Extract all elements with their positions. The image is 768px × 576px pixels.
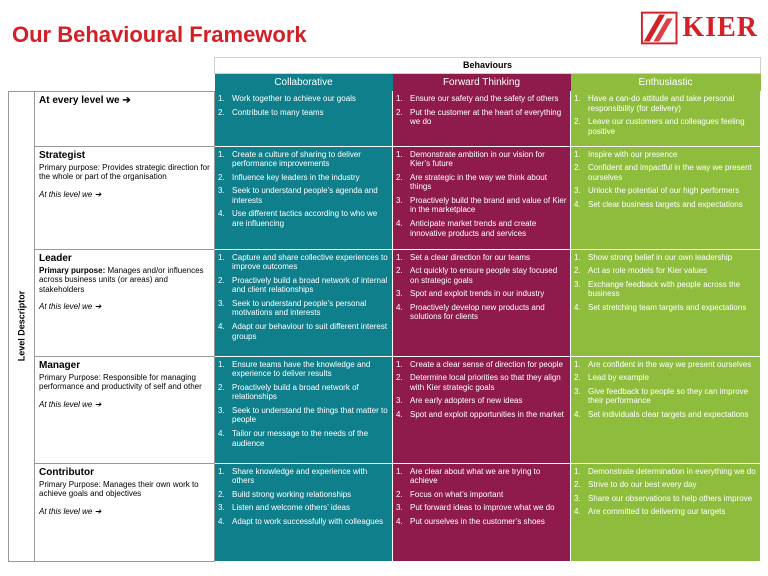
behaviour-item [218, 360, 389, 379]
behaviour-cell-enthusiastic [571, 146, 761, 249]
level-descriptor-cell [35, 91, 215, 146]
behaviour-list [396, 360, 567, 420]
item-text: Proactively build the brand and value of Kier in the marketplace [410, 195, 567, 215]
item-number: 3. [218, 298, 225, 308]
item-number: 1. [396, 466, 403, 476]
item-text: Proactively develop new products and solutions for clients [410, 302, 545, 322]
level-descriptor-label [9, 91, 35, 561]
item-text: Lead by example [588, 373, 649, 383]
behaviour-list [218, 360, 389, 449]
behaviour-item [218, 299, 389, 318]
item-text: Set clear business targets and expectations [588, 199, 743, 209]
behavioural-framework-table [8, 57, 761, 562]
behaviour-item [574, 480, 757, 490]
behaviour-cell-forward-thinking [393, 249, 571, 356]
level-descriptor-cell [35, 249, 215, 356]
item-number: 1. [396, 94, 403, 103]
behaviour-item [218, 150, 389, 169]
item-number: 2. [396, 373, 403, 383]
item-text: Determine local priorities so that they align with Kier strategic goals [410, 373, 561, 392]
item-text: Give feedback to people so they can improve their performance [588, 386, 749, 406]
item-number: 4. [396, 302, 403, 312]
level-name: At every level we ➔ [39, 94, 131, 106]
level-purpose [39, 163, 211, 182]
item-number: 4. [218, 209, 225, 219]
level-descriptor-cell [35, 463, 215, 561]
item-number: 2. [396, 107, 403, 117]
item-number: 1. [218, 252, 225, 262]
item-number: 3. [218, 405, 225, 415]
item-text: Proactively build a broad network of relationships [232, 382, 359, 402]
item-text: Are clear about what we are trying to achieve [410, 466, 541, 486]
behaviour-cell-collaborative [215, 356, 393, 463]
behaviour-item [574, 280, 757, 299]
behaviour-item [574, 186, 757, 196]
item-text: Tailor our message to the needs of the audience [232, 429, 369, 448]
item-number: 1. [574, 94, 581, 103]
behaviour-item [396, 490, 567, 500]
behaviour-cell-forward-thinking [393, 146, 571, 249]
item-number: 2. [396, 489, 403, 499]
item-number: 2. [218, 275, 225, 285]
behaviour-item [218, 503, 389, 513]
item-text: Ensure teams have the knowledge and experience to deliver results [232, 359, 371, 379]
item-text: Ensure our safety and the safety of others [410, 94, 559, 103]
behaviour-item [218, 406, 389, 425]
item-text: Share our observations to help others improve [588, 493, 753, 503]
level-descriptor-cell [35, 356, 215, 463]
behaviour-item [218, 490, 389, 500]
item-number: 4. [574, 199, 581, 209]
item-text: Proactively build a broad network of internal and client relationships [232, 275, 388, 295]
item-text: Focus on what’s important [410, 489, 504, 499]
item-text: Are early adopters of new ideas [410, 396, 523, 406]
behaviour-item [396, 219, 567, 238]
behaviour-item [574, 373, 757, 383]
item-text: Seek to understand the things that matter to people [232, 405, 388, 425]
item-text: Put the customer at the heart of everything we do [410, 107, 562, 127]
item-text: Capture and share collective experiences to improve outcomes [232, 252, 388, 272]
item-text: Put forward ideas to improve what we do [410, 503, 555, 513]
item-number: 1. [574, 149, 581, 159]
purpose-text: Primary purpose: Provides strategic direction for the whole or part of the organisation [39, 162, 210, 182]
kier-logo-icon [640, 8, 678, 48]
item-number: 3. [218, 503, 225, 513]
item-text: Build strong working relationships [232, 489, 352, 499]
level-name: Contributor [39, 466, 94, 478]
item-text: Act as role models for Kier values [588, 266, 708, 276]
item-text: Demonstrate determination in everything we do [588, 466, 756, 476]
behaviour-list [218, 467, 389, 527]
column-header-forward-thinking: Forward Thinking [393, 74, 571, 92]
purpose-text: Primary Purpose: Manages their own work to achieve goals and objectives [39, 479, 199, 499]
item-number: 3. [396, 396, 403, 406]
behaviour-item [574, 266, 757, 276]
framework-row [9, 356, 761, 463]
item-number: 2. [218, 172, 225, 182]
item-number: 2. [574, 480, 581, 490]
behaviour-item [574, 387, 757, 406]
behaviour-item [396, 303, 567, 322]
behaviour-item [396, 517, 567, 527]
item-text: Are confident in the way we present ourselves [588, 359, 752, 369]
item-text: Show strong belief in our own leadership [588, 252, 733, 262]
item-text: Influence key leaders in the industry [232, 172, 360, 182]
kier-logo [640, 8, 758, 48]
behaviour-list [396, 467, 567, 527]
item-text: Adapt our behaviour to suit different interest groups [232, 322, 388, 341]
behaviour-item [218, 253, 389, 272]
item-number: 4. [218, 429, 225, 439]
item-text: Set individuals clear targets and expectations [588, 409, 749, 419]
behaviour-item [218, 209, 389, 228]
item-number: 2. [574, 373, 581, 383]
item-text: Share knowledge and experience with others [232, 466, 368, 486]
item-number: 2. [218, 382, 225, 392]
item-text: Seek to understand people’s personal motivations and interests [232, 298, 367, 318]
behaviour-item [574, 150, 757, 160]
behaviour-cell-collaborative [215, 463, 393, 561]
behaviour-item [218, 429, 389, 448]
behaviour-item [396, 196, 567, 215]
item-number: 2. [218, 107, 225, 117]
behaviour-item [218, 467, 389, 486]
page-title: Our Behavioural Framework [12, 22, 307, 47]
item-text: Demonstrate ambition in our vision for Kier’s future [410, 149, 545, 169]
framework-row [9, 146, 761, 249]
item-number: 1. [396, 149, 403, 159]
behaviour-item [574, 467, 757, 477]
item-text: Are strategic in the way we think about things [410, 172, 547, 192]
item-number: 4. [396, 409, 403, 419]
item-text: Exchange feedback with people across the business [588, 279, 741, 299]
behaviour-cell-enthusiastic [571, 249, 761, 356]
item-number: 1. [218, 359, 225, 369]
level-purpose [39, 480, 211, 499]
item-text: Strive to do our best every day [588, 480, 697, 490]
item-number: 1. [396, 252, 403, 262]
behaviour-item [396, 360, 567, 370]
behaviour-item [218, 322, 389, 341]
item-number: 1. [574, 252, 581, 262]
item-text: Seek to understand people’s agenda and interests [232, 186, 378, 205]
purpose-text: Primary Purpose: Responsible for managing performance and productivity of self and other [39, 372, 202, 392]
level-name: Leader [39, 252, 72, 264]
level-purpose [39, 373, 211, 392]
at-this-level-label: At this level we ➔ [39, 189, 102, 199]
behaviour-list [396, 253, 567, 323]
item-text: Adapt to work successfully with colleagues [232, 516, 384, 526]
item-number: 3. [218, 186, 225, 196]
behaviour-item [574, 117, 757, 136]
item-number: 2. [574, 163, 581, 173]
item-number: 1. [218, 466, 225, 476]
item-number: 3. [396, 503, 403, 513]
behaviour-item [396, 289, 567, 299]
logo-text: KIER [682, 12, 758, 43]
item-text: Inspire with our presence [588, 149, 678, 159]
item-number: 4. [218, 516, 225, 526]
item-number: 4. [396, 219, 403, 229]
item-text: Leave our customers and colleagues feeling positive [588, 117, 745, 136]
behaviour-item [396, 396, 567, 406]
behaviour-item [396, 150, 567, 169]
item-number: 1. [574, 466, 581, 476]
behaviour-item [574, 360, 757, 370]
behaviour-item [574, 94, 757, 113]
column-header-enthusiastic: Enthusiastic [571, 74, 761, 92]
item-number: 4. [396, 516, 403, 526]
item-text: Are committed to delivering our targets [588, 507, 726, 517]
item-text: Set a clear direction for our teams [410, 252, 531, 262]
item-text: Use different tactics according to who we are influencing [232, 209, 378, 229]
behaviour-cell-collaborative [215, 249, 393, 356]
purpose-prefix: Primary purpose: [39, 265, 106, 275]
behaviour-item [218, 517, 389, 527]
level-name: Strategist [39, 149, 86, 161]
behaviour-cell-collaborative [215, 91, 393, 146]
behaviour-item [396, 94, 567, 104]
at-this-level-label: At this level we ➔ [39, 302, 102, 312]
item-text: Have a can-do attitude and take personal responsibility (for delivery) [588, 94, 735, 113]
level-descriptor-text: Level Descriptor [16, 290, 27, 362]
behaviour-item [574, 200, 757, 210]
item-number: 4. [574, 507, 581, 517]
item-text: Put ourselves in the customer’s shoes [410, 516, 545, 526]
level-descriptor-cell [35, 146, 215, 249]
behaviour-item [218, 276, 389, 295]
behaviour-list [218, 150, 389, 229]
behaviour-item [218, 173, 389, 183]
level-name: Manager [39, 359, 81, 371]
behaviour-item [396, 410, 567, 420]
behaviour-cell-forward-thinking [393, 463, 571, 561]
item-number: 3. [396, 195, 403, 205]
behaviour-cell-forward-thinking [393, 356, 571, 463]
behaviour-cell-enthusiastic [571, 91, 761, 146]
item-text: Act quickly to ensure people stay focused on strategic goals [410, 266, 558, 285]
column-header-collaborative: Collaborative [215, 74, 393, 92]
purpose-text: Manages and/or influences across business units (or areas) and stakeholders [39, 265, 204, 294]
behaviour-item [396, 173, 567, 192]
behaviour-item [574, 303, 757, 313]
behaviours-header: Behaviours [215, 58, 761, 74]
behaviour-list [218, 94, 389, 117]
behaviour-cell-collaborative [215, 146, 393, 249]
item-text: Listen and welcome others’ ideas [232, 503, 350, 513]
item-text: Contribute to many teams [232, 107, 324, 117]
item-number: 2. [218, 489, 225, 499]
item-number: 2. [574, 266, 581, 276]
behaviour-item [574, 163, 757, 182]
item-number: 4. [218, 322, 225, 332]
behaviour-item [218, 186, 389, 205]
level-purpose [39, 266, 211, 295]
at-this-level-label: At this level we ➔ [39, 399, 102, 409]
item-number: 3. [396, 289, 403, 299]
item-text: Set stretching team targets and expectations [588, 302, 747, 312]
item-text: Unlock the potential of our high performers [588, 186, 740, 196]
item-number: 3. [574, 493, 581, 503]
item-number: 4. [574, 302, 581, 312]
behaviour-list [574, 253, 757, 313]
behaviour-cell-forward-thinking [393, 91, 571, 146]
item-text: Confident and impactful in the way we present ourselves [588, 163, 752, 182]
item-number: 2. [574, 117, 581, 127]
behaviour-item [396, 503, 567, 513]
framework-row [9, 249, 761, 356]
item-number: 1. [218, 94, 225, 103]
behaviour-list [574, 94, 757, 136]
behaviour-list [396, 94, 567, 127]
behaviour-item [218, 383, 389, 402]
item-number: 3. [574, 186, 581, 196]
item-number: 1. [218, 149, 225, 159]
behaviour-item [574, 494, 757, 504]
item-number: 1. [574, 359, 581, 369]
behaviour-cell-enthusiastic [571, 463, 761, 561]
item-number: 3. [574, 279, 581, 289]
behaviour-item [574, 507, 757, 517]
item-text: Anticipate market trends and create innovative products and services [410, 219, 537, 238]
at-this-level-label: At this level we ➔ [39, 506, 102, 516]
behaviour-item [218, 108, 389, 118]
framework-row [9, 91, 761, 146]
item-number: 2. [396, 172, 403, 182]
item-text: Create a culture of sharing to deliver performance improvements [232, 149, 361, 169]
item-number: 4. [574, 409, 581, 419]
item-number: 3. [574, 386, 581, 396]
behaviour-item [396, 253, 567, 263]
behaviour-list [574, 467, 757, 517]
behaviour-list [574, 360, 757, 420]
behaviour-item [396, 467, 567, 486]
behaviour-item [396, 108, 567, 127]
behaviour-list [396, 150, 567, 239]
behaviour-list [574, 150, 757, 210]
item-text: Spot and exploit opportunities in the market [410, 409, 564, 419]
item-text: Work together to achieve our goals [232, 94, 356, 103]
behaviour-list [218, 253, 389, 342]
behaviour-item [396, 373, 567, 392]
framework-row [9, 463, 761, 561]
behaviour-item [574, 253, 757, 263]
item-number: 1. [396, 359, 403, 369]
item-number: 2. [396, 266, 403, 276]
behaviour-item [574, 410, 757, 420]
behaviour-cell-enthusiastic [571, 356, 761, 463]
item-text: Spot and exploit trends in our industry [410, 289, 545, 299]
behaviour-item [396, 266, 567, 285]
item-text: Create a clear sense of direction for people [410, 359, 563, 369]
behaviour-item [218, 94, 389, 104]
